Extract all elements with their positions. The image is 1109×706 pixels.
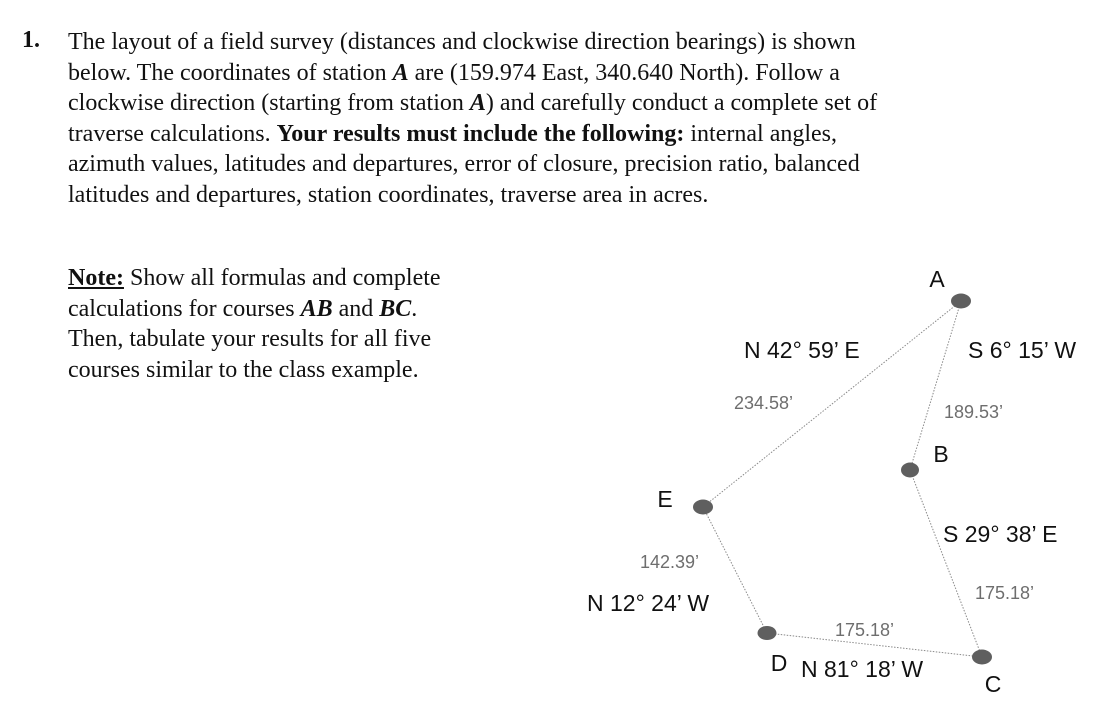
problem-line-3-text-a: clockwise direction (starting from station [68,90,470,116]
note-line-3-text: Then, tabulate your results for all five [68,326,432,352]
station-a-label: A [929,266,945,292]
note-line-4-text: courses similar to the class example. [68,356,419,383]
station-b-label: B [933,441,949,467]
station-c-marker [972,650,992,665]
distance-bc-label: 175.18’ [975,583,1035,603]
station-c-label: C [984,671,1002,697]
bearing-cd-label: N 81° 18’ W [801,656,924,682]
bearing-ea-label: N 42° 59’ E [744,337,860,363]
problem-line-3-text-b: ) and carefully conduct a complete set of [485,90,878,116]
results-requirement-heading: Your results must include the following: [276,120,685,147]
station-a-marker [951,294,971,309]
course-bc-emphasis: BC [379,295,412,322]
bearing-ab-label: S 6° 15’ W [968,337,1077,363]
station-a-emphasis-2: A [469,90,486,116]
distance-ab-label: 189.53’ [944,402,1004,422]
problem-line-4-text-a: traverse calculations. [68,120,277,147]
bearing-bc-label: S 29° 38’ E [943,521,1058,547]
problem-number: 1. [22,27,40,53]
note-line-2-text-b: and [332,295,380,322]
note-line-2-text-a: calculations for courses [68,295,301,322]
distance-de-label: 142.39’ [640,552,700,572]
note-label: Note: [68,265,124,291]
station-e-marker [693,500,713,515]
problem-line-6-text: latitudes and departures, station coordinates, traverse area in acres. [68,181,709,208]
problem-line-4-text-b: internal angles, [684,120,838,147]
problem-line-2-text-b: are (159.974 East, 340.640 North). Follow a [408,59,840,86]
station-labels [657,266,1004,697]
bearing-de-label: N 12° 24’ W [587,590,710,616]
station-a-emphasis: A [392,59,409,86]
note-line-2-text-c: . [411,295,418,322]
problem-line-5-text: azimuth values, latitudes and departures, error of closure, precision ratio, balanced [68,151,860,177]
problem-line-2-text-a: below. The coordinates of station [68,59,393,86]
distance-cd-label: 175.18’ [835,620,895,640]
course-bc-line [910,470,982,657]
station-b-marker [901,463,919,478]
station-d-label: D [770,650,788,676]
course-ab-emphasis: AB [300,295,333,322]
station-d-marker [758,626,777,640]
course-de-line [703,507,767,633]
problem-line-1-text: The layout of a field survey (distances and clockwise direction bearings) is shown [68,29,856,55]
note-line-1-text: Show all formulas and complete [123,265,441,291]
station-e-label: E [657,486,673,512]
distance-ea-label: 234.58’ [734,393,794,413]
